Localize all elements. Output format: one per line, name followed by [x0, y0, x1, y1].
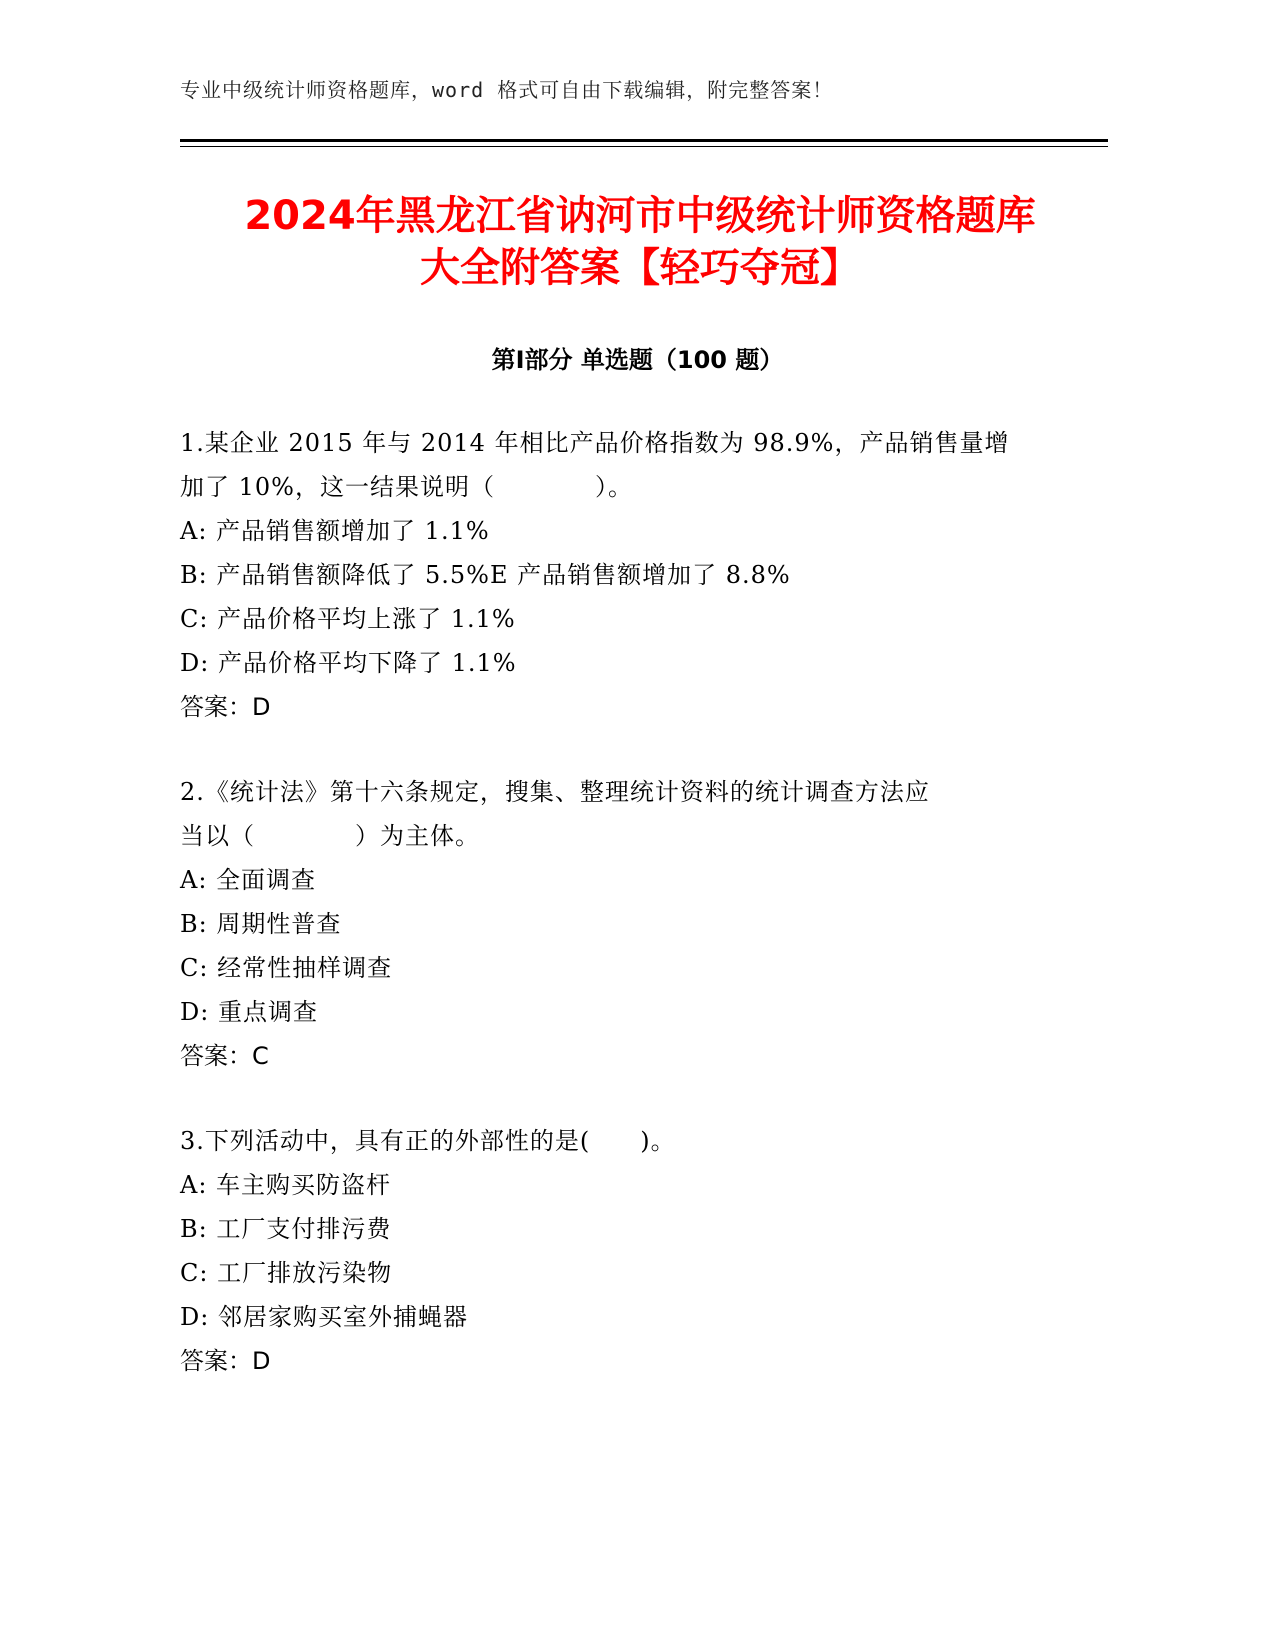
question-stem: 3.下列活动中，具有正的外部性的是( )。 — [180, 1127, 676, 1155]
option-c: C: 工厂排放污染物 — [180, 1259, 393, 1287]
question-stem: 当以（ ）为主体。 — [180, 822, 480, 850]
question-stem: 1.某企业 2015 年与 2014 年相比产品价格指数为 98.9%，产品销售量增 — [180, 429, 1010, 457]
question-stem: 2.《统计法》第十六条规定，搜集、整理统计资料的统计调查方法应 — [180, 778, 930, 806]
option-a: A: 全面调查 — [180, 866, 317, 894]
question-1 — [180, 421, 1060, 729]
option-b: B: 周期性普查 — [180, 910, 342, 938]
question-2 — [180, 770, 1060, 1078]
option-d: D: 产品价格平均下降了 1.1% — [180, 649, 517, 677]
option-c: C: 产品价格平均上涨了 1.1% — [180, 605, 516, 633]
option-b: B: 产品销售额降低了 5.5%E 产品销售额增加了 8.8% — [180, 561, 791, 589]
option-c: C: 经常性抽样调查 — [180, 954, 393, 982]
answer: 答案：D — [180, 1347, 271, 1375]
option-b: B: 工厂支付排污费 — [180, 1215, 392, 1243]
option-d: D: 邻居家购买室外捕蝇器 — [180, 1303, 468, 1331]
title-line-1: 2024年黑龙江省讷河市中级统计师资格题库 — [244, 193, 1036, 239]
header-rule-thick — [180, 139, 1108, 142]
title-line-2: 大全附答案【轻巧夺冠】 — [420, 245, 860, 291]
option-a: A: 车主购买防盗杆 — [180, 1171, 392, 1199]
header-note: 专业中级统计师资格题库，word 格式可自由下载编辑，附完整答案！ — [180, 78, 834, 102]
answer: 答案：C — [180, 1042, 269, 1070]
question-stem: 加了 10%，这一结果说明（ ）。 — [180, 473, 633, 501]
header-rule-thin — [180, 146, 1108, 147]
question-3 — [180, 1119, 1060, 1383]
option-d: D: 重点调查 — [180, 998, 318, 1026]
option-a: A: 产品销售额增加了 1.1% — [180, 517, 490, 545]
document-title — [140, 190, 1140, 294]
section-heading: 第Ⅰ部分 单选题（100 题） — [491, 346, 784, 374]
answer: 答案：D — [180, 693, 271, 721]
